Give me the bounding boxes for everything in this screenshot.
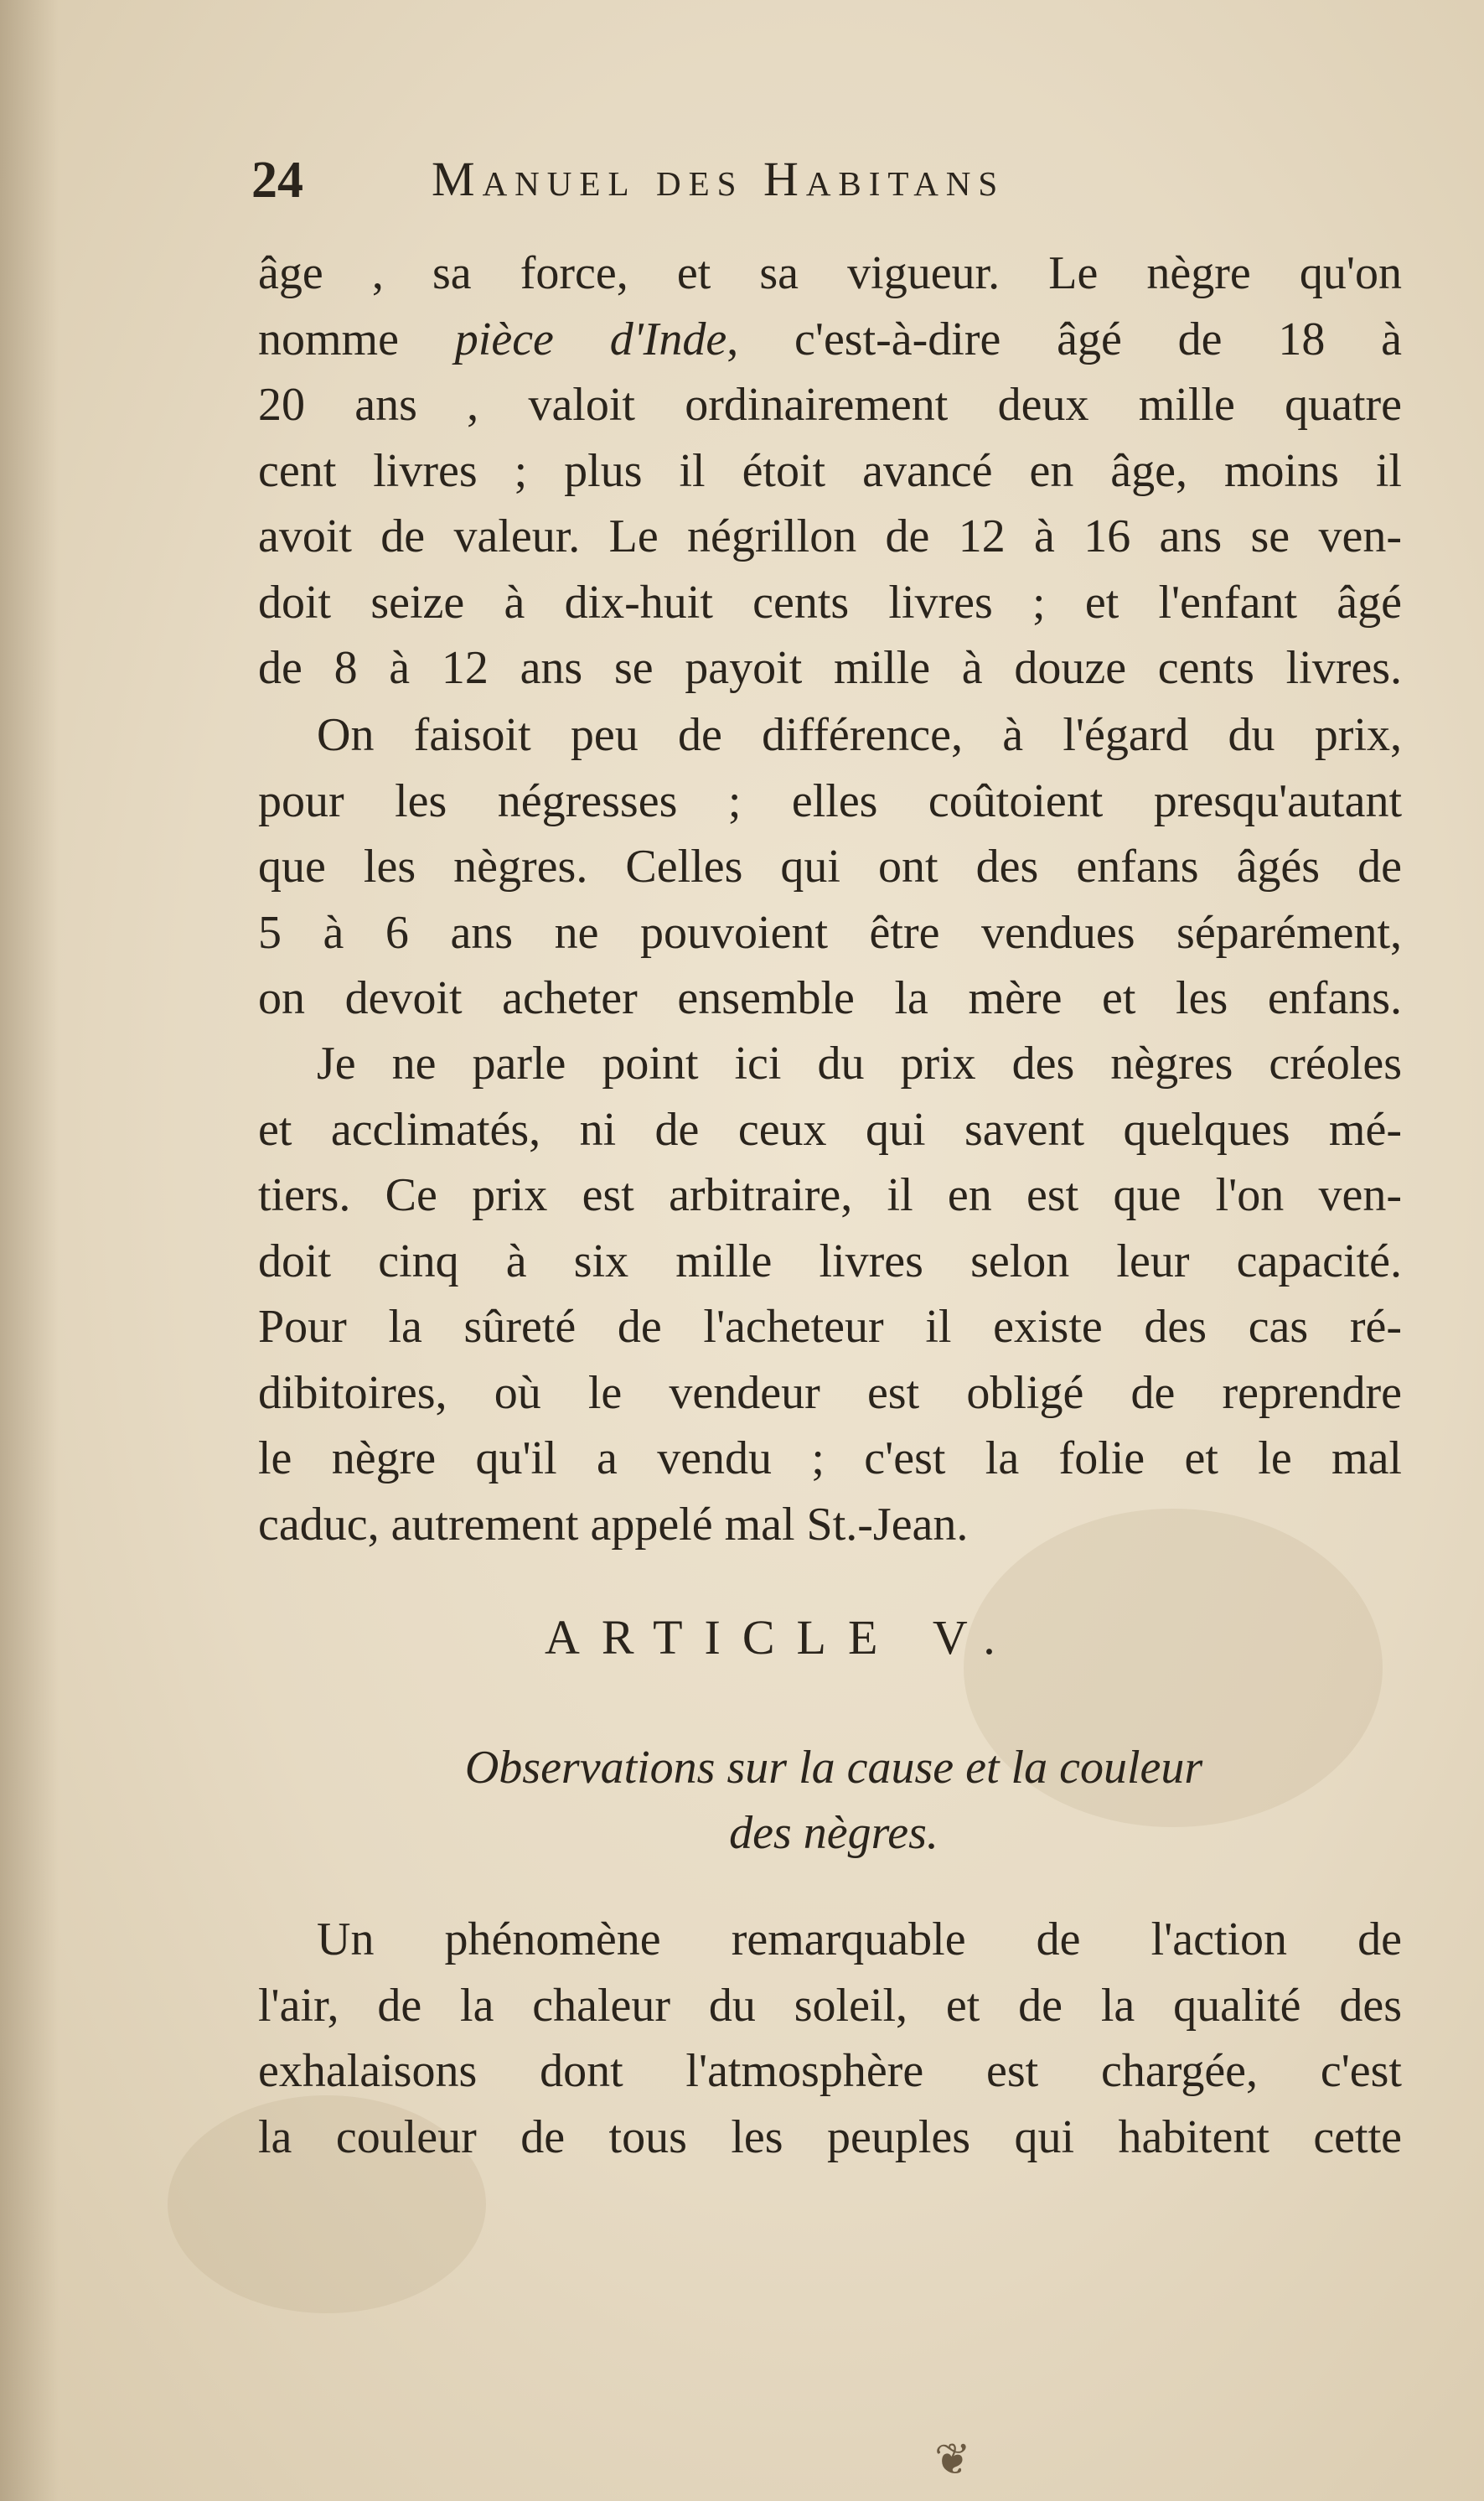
paragraph-2	[258, 702, 1402, 1032]
section-subheading	[310, 1735, 1357, 1866]
text-line: que les nègres. Celles qui ont des enfans âgés de	[258, 841, 1402, 893]
printer-mark-icon: ❦	[934, 2435, 971, 2485]
text-line: pour les négresses ; elles coûtoient presqu'autant	[258, 774, 1402, 827]
subheading-line: Observations sur la cause et la couleur	[464, 1742, 1203, 1794]
italic-term: pièce d'Inde	[454, 313, 727, 365]
text-line: Pour la sûreté de l'acheteur il existe des cas ré-	[258, 1301, 1402, 1353]
text-line: l'air, de la chaleur du soleil, et de la qualité des	[258, 1979, 1402, 2032]
text-line: de 8 à 12 ans se payoit mille à douze cents livres.	[258, 642, 1402, 694]
paragraph-1	[258, 241, 1402, 702]
text-line: le nègre qu'il a vendu ; c'est la folie et le mal	[258, 1432, 1402, 1484]
running-title: Manuel des Habitans	[432, 152, 1006, 206]
text-line: âge , sa force, et sa vigueur. Le nègre qu'on	[258, 247, 1402, 299]
text-line: et acclimatés, ni de ceux qui savent quelques mé-	[258, 1103, 1402, 1156]
text-line: Je ne parle point ici du prix des nègres créoles	[317, 1038, 1402, 1090]
text-line: 20 ans , valoit ordinairement deux mille quatre	[258, 379, 1402, 431]
text-line: doit cinq à six mille livres selon leur capacité.	[258, 1235, 1402, 1287]
paragraph-4	[258, 1907, 1402, 2170]
text-line: tiers. Ce prix est arbitraire, il en est que l'on ven-	[258, 1169, 1402, 1221]
text-line: la couleur de tous les peuples qui habitent cette	[258, 2110, 1402, 2163]
article-heading: ARTICLE V.	[545, 1610, 1017, 1665]
text-line: on devoit acheter ensemble la mère et les enfans.	[258, 972, 1402, 1024]
text-line: cent livres ; plus il étoit avancé en âge, moins il	[258, 444, 1402, 497]
page-number: 24	[251, 152, 303, 209]
text-segment: nomme	[258, 313, 455, 365]
text-line	[258, 307, 1402, 373]
text-line: dibitoires, où le vendeur est obligé de reprendre	[258, 1366, 1402, 1419]
subheading-line: des nègres.	[729, 1807, 938, 1859]
text-line: avoit de valeur. Le négrillon de 12 à 16 ans se ven-	[258, 510, 1402, 562]
text-line: exhalaisons dont l'atmosphère est chargée, c'est	[258, 2045, 1402, 2097]
text-line: caduc, autrement appelé mal St.-Jean.	[258, 1498, 969, 1551]
text-line: Un phénomène remarquable de l'action de	[317, 1913, 1402, 1965]
text-line: doit seize à dix-huit cents livres ; et l'enfant âgé	[258, 576, 1402, 629]
page-header	[251, 151, 1232, 218]
text-segment: , c'est-à-dire âgé de 18 à	[726, 313, 1402, 365]
paragraph-3	[258, 1031, 1402, 1557]
spine-shadow	[0, 0, 59, 2501]
text-line: On faisoit peu de différence, à l'égard du prix,	[317, 709, 1402, 761]
text-line: 5 à 6 ans ne pouvoient être vendues séparément,	[258, 906, 1402, 959]
